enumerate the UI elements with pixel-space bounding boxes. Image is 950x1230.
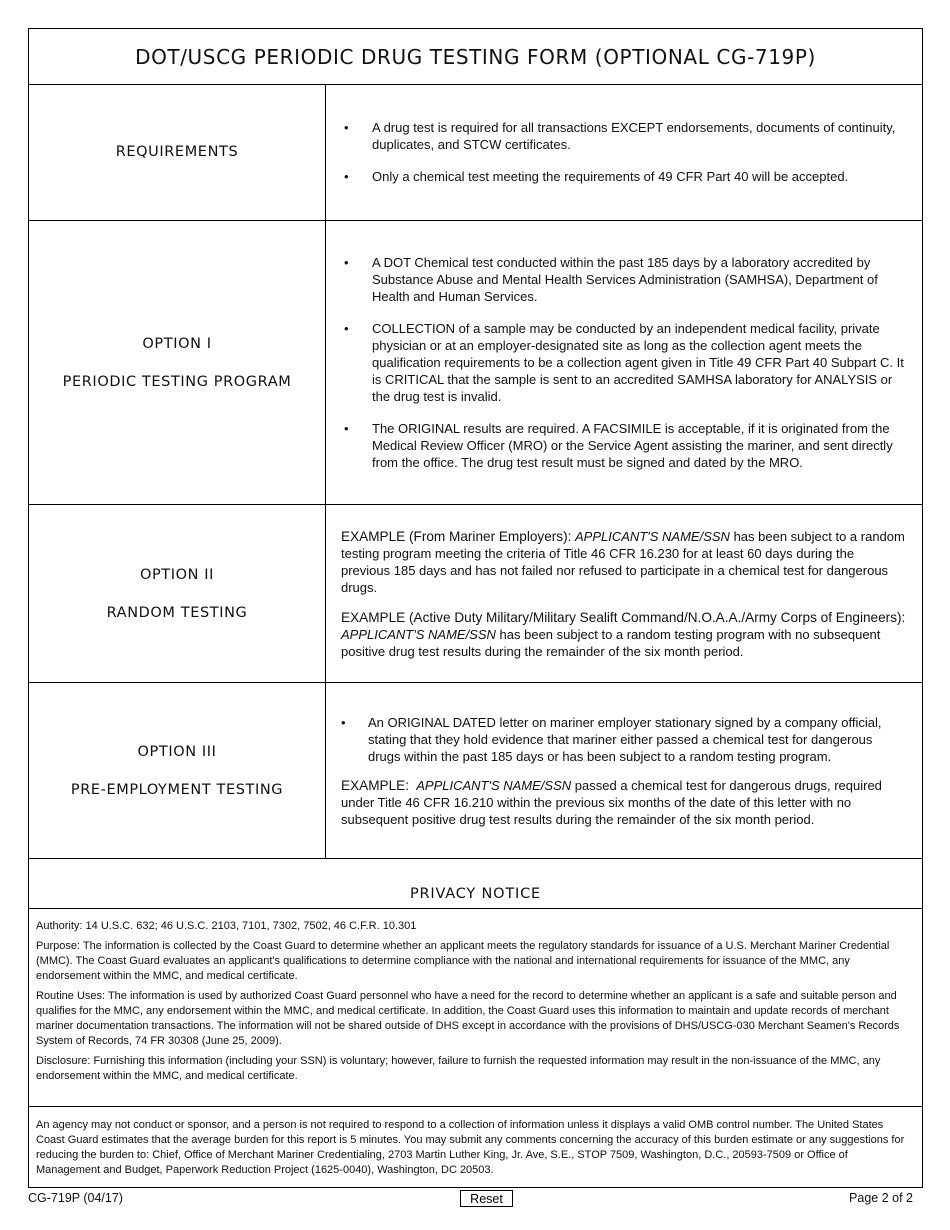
option1-content xyxy=(326,221,922,504)
option1-label: OPTION I xyxy=(142,335,212,352)
drug-testing-form xyxy=(28,28,923,1188)
form-title: DOT/USCG PERIODIC DRUG TESTING FORM (OPTIONAL CG-719P) xyxy=(29,29,922,85)
option1-text: A DOT Chemical test conducted within the past 185 days by a laboratory accredited by Substance Abuse and Mental Health Services Administration (SAMHSA), Department of Health and Human Services. xyxy=(372,255,878,304)
option1-text: COLLECTION of a sample may be conducted by an independent medical facility, private physician or at an employer-designated site as long as the collection agent meets the qualification requirements to be a collection agent given in Title 49 CFR Part 40 Subpart C. It is CRITICAL that the sample is sent to an accredited SAMHSA laboratory for ANALYSIS or the drug test is invalid. xyxy=(372,321,904,404)
requirements-label-cell xyxy=(29,84,326,220)
requirements-content xyxy=(326,84,922,220)
requirement-text: Only a chemical test meeting the requirements of 49 CFR Part 40 will be accepted. xyxy=(372,169,849,184)
requirement-text: A drug test is required for all transactions EXCEPT endorsements, documents of continuity, duplicates, and STCW certificates. xyxy=(372,120,896,152)
privacy-authority: Authority: 14 U.S.C. 632; 46 U.S.C. 2103, 7101, 7302, 7502, 46 C.F.R. 10.301 xyxy=(36,920,417,932)
example-text: has been subject to a random testing program meeting the criteria of Title 46 CFR 16.230 for at least 60 days during the previous 185 days and has not failed nor refused to participate in a chemical test for dangerous drugs. xyxy=(341,528,905,595)
page-number: Page 2 of 2 xyxy=(849,1191,913,1205)
option2-label: OPTION II xyxy=(139,566,215,583)
option2-example-2 xyxy=(341,609,906,660)
option1-row xyxy=(29,221,922,505)
privacy-disclosure: Disclosure: Furnishing this information (including your SSN) is voluntary; however, failure to furnish the requested information may result in the non-issuance of the MMC, any endorsement within the MMC, and medical certificate. xyxy=(36,1055,881,1082)
page-footer xyxy=(0,1188,950,1212)
reset-button[interactable]: Reset xyxy=(460,1190,513,1207)
privacy-notice-heading: PRIVACY NOTICE xyxy=(29,859,922,909)
applicant-name-placeholder: APPLICANT'S NAME/SSN xyxy=(575,528,730,544)
privacy-notice-body xyxy=(29,909,922,1107)
option3-label-cell xyxy=(29,683,326,858)
option2-label-cell xyxy=(29,505,326,682)
requirements-label: REQUIREMENTS xyxy=(115,144,239,160)
list-item: • Only a chemical test meeting the requirements of 49 CFR Part 40 will be accepted. xyxy=(344,169,849,184)
example-text: passed a chemical test for dangerous drugs, required under Title 46 CFR 16.210 within the previous six months of the date of this letter with no subsequent positive drug test results during the remainder of the six month period. xyxy=(341,777,882,827)
example-text: has been subject to a random testing program with no subsequent positive drug test results during the remainder of the six month period. xyxy=(341,626,881,659)
example-lead: EXAMPLE (From Mariner Employers): xyxy=(341,528,572,544)
applicant-name-placeholder: APPLICANT'S NAME/SSN xyxy=(341,626,496,642)
option3-example xyxy=(341,777,906,828)
option3-row xyxy=(29,683,922,859)
option1-text: The ORIGINAL results are required. A FACSIMILE is acceptable, if it is originated from the Medical Review Officer (MRO) or the Service Agent assisting the mariner, and sent directly from the office. The drug test result must be signed and dated by the MRO. xyxy=(372,421,893,470)
example-lead: EXAMPLE (Active Duty Military/Military Sealift Command/N.O.A.A./Army Corps of Engineers): xyxy=(341,609,906,625)
option1-label-cell xyxy=(29,221,326,504)
form-number: CG-719P (04/17) xyxy=(28,1191,123,1205)
option3-content xyxy=(326,683,922,858)
burden-statement: An agency may not conduct or sponsor, and a person is not required to respond to a collection of information unless it displays a valid OMB control number. The United States Coast Guard estimates that the average burden for this report is 5 minutes. You may submit any comments concerning the accuracy of this burden estimate or any suggestions for reducing the burden to: Chief, Office of Merchant Mariner Credentialing, 2703 Martin Luther King, Jr. Ave, S.E., STOP 7509, Washington, D.C., 20593-7509 or Office of Management and Budget, Paperwork Reduction Project (1625-0040), Washington, DC 20503. xyxy=(36,1119,905,1176)
option2-sublabel: RANDOM TESTING xyxy=(106,604,248,621)
option3-label: OPTION III xyxy=(137,743,217,760)
requirements-row xyxy=(29,84,922,221)
list-item: • A drug test is required for all transactions EXCEPT endorsements, documents of continuity, duplicates, and STCW certificates. xyxy=(344,120,896,152)
example-lead: EXAMPLE: xyxy=(341,777,409,793)
privacy-purpose: Purpose: The information is collected by the Coast Guard to determine whether an applicant meets the regulatory standards for issuance of a U.S. Merchant Mariner Credential (MMC). The Coast Guard evaluates an applicant's qualifications to determine compliance with the national and international requirements for issuance of the MMC, any endorsement within the MMC, and medical certificate. xyxy=(36,940,890,982)
option2-content xyxy=(326,505,922,682)
list-item: • COLLECTION of a sample may be conducted by an independent medical facility, private physician or at an employer-designated site as long as the collection agent meets the qualification requirements to be a collection agent given in Title 49 CFR Part 40 Subpart C. It is CRITICAL that the sample is sent to an accredited SAMHSA laboratory for ANALYSIS or the drug test is invalid. xyxy=(344,321,904,404)
list-item: • A DOT Chemical test conducted within the past 185 days by a laboratory accredited by Substance Abuse and Mental Health Services Administration (SAMHSA), Department of Health and Human Services. xyxy=(344,255,878,304)
option3-sublabel: PRE-EMPLOYMENT TESTING xyxy=(70,781,284,798)
privacy-routine-uses: Routine Uses: The information is used by authorized Coast Guard personnel who have a need for the record to determine whether an applicant is a safe and suitable person and qualifies for the MMC, any endorsement within the MMC, and medical certificate. In addition, the Coast Guard uses this information to maintain and update records of merchant mariner documentation transactions. The information will not be shared outside of DHS except in accordance with the provisions of DHS/USCG-030 Merchant Seamen's Records System of Records, 74 FR 30308 (June 25, 2009). xyxy=(36,990,900,1047)
list-item: • The ORIGINAL results are required. A FACSIMILE is acceptable, if it is originated from the Medical Review Officer (MRO) or the Service Agent assisting the mariner, and sent directly from the office. The drug test result must be signed and dated by the MRO. xyxy=(344,421,893,470)
list-item: • An ORIGINAL DATED letter on mariner employer stationary signed by a company official, stating that they hold evidence that mariner either passed a chemical test for dangerous drugs within the past 185 days or has been subject to a random testing program. xyxy=(341,714,882,764)
applicant-name-placeholder: APPLICANT'S NAME/SSN xyxy=(416,777,572,793)
option2-example-1 xyxy=(341,528,906,596)
option1-sublabel: PERIODIC TESTING PROGRAM xyxy=(62,373,292,390)
option3-text: An ORIGINAL DATED letter on mariner employer stationary signed by a company official, stating that they hold evidence that mariner either passed a chemical test for dangerous drugs within the past 185 days or has been subject to a random testing program. xyxy=(368,714,882,764)
option2-row xyxy=(29,505,922,683)
